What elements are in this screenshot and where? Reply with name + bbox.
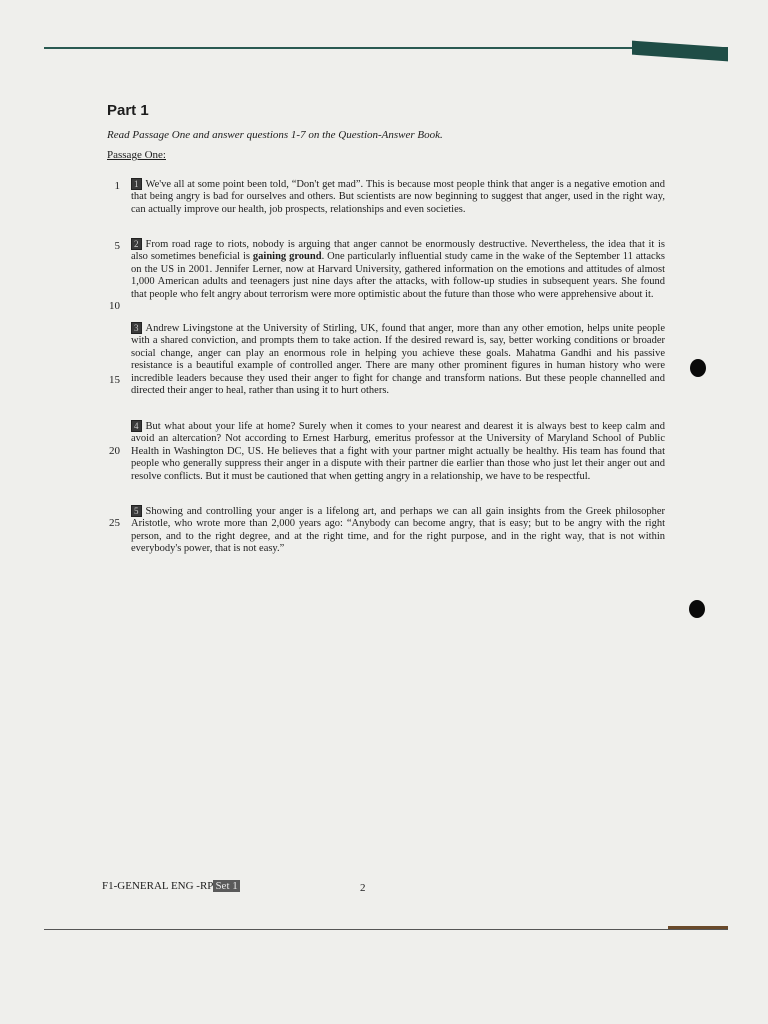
paragraph-text: Showing and controlling your anger is a lifelong art, and perhaps we can all gain insights from the Greek philosopher Aristotle, who wrote more than 2,000 years ago: “Anybody can become angry, that is easy; but to be angry with the right person, and to the right degree, and at the right time, and for the right purpose, and in the right way, that is not within everybody's power, that is not easy.” — [131, 506, 665, 555]
passage-paragraph-2 — [131, 238, 665, 301]
highlighted-phrase: gaining ground — [252, 251, 322, 263]
part-heading: Part 1 — [107, 102, 149, 119]
footer-set-label: Set 1 — [215, 880, 238, 892]
paragraph-number-badge: 5 — [131, 505, 142, 517]
scan-edge-line — [44, 929, 728, 930]
passage-paragraph-3 — [131, 322, 665, 397]
passage-paragraph-5 — [131, 505, 665, 556]
paragraph-text: From road rage to riots, nobody is arguing that anger cannot be enormously destructive. Nevertheless, the idea that it is also sometimes beneficial is — [131, 239, 665, 263]
passage-label: Passage One: — [107, 149, 166, 161]
scan-edge-tab — [668, 926, 728, 929]
passage-paragraph-1 — [131, 178, 665, 216]
paragraph-number-badge: 2 — [131, 238, 142, 250]
scan-edge-line — [44, 47, 728, 49]
footer-exam-code — [102, 880, 240, 892]
paragraph-text: We've all at some point been told, “Don't get mad”. This is because most people think that anger is a negative emotion and that being angry is bad for ourselves and others. But scientists are now beginning to suggest that anger, used in the right way, can actually improve our health, job prospects, relationships and even societies. — [131, 179, 665, 215]
scan-edge-bottom — [44, 926, 728, 932]
scan-edge-tab — [632, 41, 728, 62]
paragraph-text: But what about your life at home? Surely when it comes to your nearest and dearest it is always best to keep calm and avoid an altercation? Not according to Ernest Harburg, emeritus professor at the University of Maryland School of Public Health in Washington DC, US. He believes that a fight with your partner might actually be healthy. His team has found that people who generally suppress their anger in a dispute with their partner die earlier than those who just let their anger out and resolve conflicts. But it must be cautioned that when getting angry in a relationship, we have to be respectful. — [131, 421, 665, 482]
paragraph-number-badge: 3 — [131, 322, 142, 334]
line-number: 10 — [109, 300, 120, 312]
line-number: 20 — [109, 445, 120, 457]
line-number: 1 — [114, 180, 120, 192]
binder-hole — [690, 359, 706, 377]
page-number: 2 — [360, 882, 366, 894]
paragraph-number-badge: 1 — [131, 178, 142, 190]
scan-edge-top — [44, 44, 728, 54]
passage-paragraph-4 — [131, 420, 665, 483]
line-number: 25 — [109, 517, 120, 529]
binder-hole — [689, 600, 705, 618]
paragraph-number-badge: 4 — [131, 420, 142, 432]
instruction-text: Read Passage One and answer questions 1-7 on the Question-Answer Book. — [107, 129, 443, 141]
paragraph-text: . One particularly influential study came in the wake of the September 11 attacks on the US in 2001. Jennifer Lerner, now at Harvard University, gathered information on the emotions and attitudes of almost 1,000 American adults and teenagers just nine days after the attacks, with follow-up studies in subsequent years. She found that people who felt angry about terrorism were more optimistic about the future than those who were apprehensive about it. — [131, 251, 665, 300]
line-number: 15 — [109, 374, 120, 386]
line-number: 5 — [114, 240, 120, 252]
paragraph-text: Andrew Livingstone at the University of Stirling, UK, found that anger, more than any other emotion, helps unite people with a shared conviction, and prompts them to take action. If the desired reward is, say, better working conditions or broader social change, anger can play an enormous role in helping you achieve these goals. Mahatma Gandhi and his passive resistance is a beautiful example of controlled anger. There are many other prominent figures in human history who were incredible leaders because they used their anger to fight for change and transform nations. But these people channelled and directed their anger to heal, rather than using it to hurt others. — [131, 323, 665, 397]
footer-code-text: F1-GENERAL ENG -RP — [102, 880, 214, 892]
